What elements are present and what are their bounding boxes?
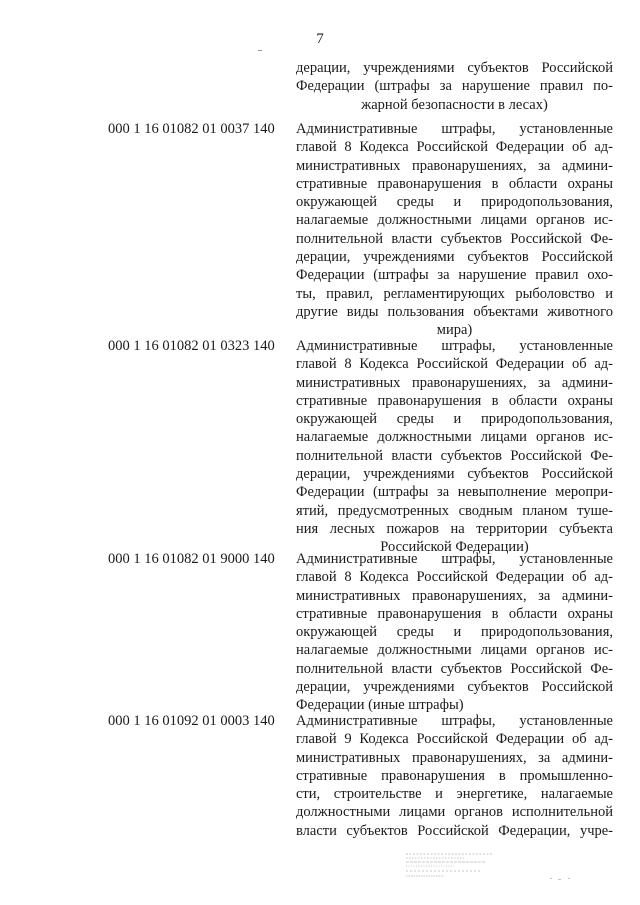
text-line: стративные правонарушения в области охраны	[296, 605, 613, 622]
text-line: мира)	[436, 322, 473, 339]
text-line: окружающей среды и природопользования,	[296, 194, 613, 211]
entry-description	[296, 337, 613, 557]
text-line: Федерации (штрафы за нарушение правил охо-	[296, 267, 613, 284]
entry-description	[296, 120, 613, 340]
text-line: налагаемые должностными лицами органов ис-	[296, 642, 613, 659]
text-line: министративных правонарушениях, за админи-	[296, 587, 613, 604]
text-line: Федерации (штрафы за невыполнение меропри-	[296, 484, 613, 501]
text-line: главой 8 Кодекса Российской Федерации об ад-	[296, 356, 613, 373]
entry-description	[296, 712, 613, 840]
continuation-text	[296, 59, 613, 114]
entry-code: 000 1 16 01082 01 9000 140	[108, 551, 275, 567]
text-line: власти субъектов Российской Федерации, учре-	[296, 822, 613, 839]
text-line: Административные штрафы, установленные	[296, 338, 613, 354]
text-line: министративных правонарушениях, за админи-	[296, 749, 613, 766]
text-line: Федерации (иные штрафы)	[296, 697, 464, 714]
text-line: окружающей среды и природопользования,	[296, 624, 613, 641]
text-line: сти, строительстве и энергетике, налагаемые	[296, 786, 613, 803]
text-line: дерации, учреждениями субъектов Российской	[296, 466, 613, 483]
text-line: полнительной власти субъектов Российской Фе-	[296, 447, 613, 464]
text-line: дерации, учреждениями субъектов Российской	[296, 679, 613, 696]
text-line: главой 8 Кодекса Российской Федерации об ад-	[296, 569, 613, 586]
entry-description	[296, 550, 613, 715]
text-line: должностными лицами органов исполнительной	[296, 804, 613, 821]
text-line: ятий, предусмотренных сводным планом туше-	[296, 502, 613, 519]
entry-code: 000 1 16 01092 01 0003 140	[108, 713, 275, 729]
scan-speckle	[548, 876, 578, 882]
text-line: Административные штрафы, установленные	[296, 551, 613, 567]
text-line: министративных правонарушениях, за админи-	[296, 157, 613, 174]
text-line: стративные правонарушения в области охраны	[296, 175, 613, 192]
text-line: министративных правонарушениях, за админи-	[296, 374, 613, 391]
text-line: дерации, учреждениями субъектов Российской	[296, 249, 613, 266]
page-number: 7	[316, 31, 324, 47]
entry-code: 000 1 16 01082 01 0323 140	[108, 338, 275, 354]
text-line: ния лесных пожаров на территории субъекта	[296, 520, 613, 537]
text-line: жарной безопасности в лесах)	[361, 96, 548, 113]
text-line: Административные штрафы, установленные	[296, 713, 613, 729]
text-line: Административные штрафы, установленные	[296, 121, 613, 137]
text-line: налагаемые должностными лицами органов ис-	[296, 429, 613, 446]
text-line: другие виды пользования объектами животного	[296, 303, 613, 320]
stamp-mark	[404, 850, 496, 880]
text-line: стративные правонарушения в промышленно-	[296, 767, 613, 784]
text-line: полнительной власти субъектов Российской Фе-	[296, 660, 613, 677]
entry-code: 000 1 16 01082 01 0037 140	[108, 121, 275, 137]
text-line: налагаемые должностными лицами органов ис-	[296, 212, 613, 229]
text-line: дерации, учреждениями субъектов Российской	[296, 60, 613, 76]
text-line: главой 9 Кодекса Российской Федерации об ад-	[296, 731, 613, 748]
text-line: Российской Федерации)	[380, 539, 529, 556]
scan-mark	[258, 50, 262, 51]
text-line: Федерации (штрафы за нарушение правил по-	[296, 78, 613, 95]
text-line: ты, правил, регламентирующих рыболовство и	[296, 285, 613, 302]
text-line: окружающей среды и природопользования,	[296, 411, 613, 428]
text-line: полнительной власти субъектов Российской Фе-	[296, 230, 613, 247]
text-line: стративные правонарушения в области охраны	[296, 392, 613, 409]
text-line: главой 8 Кодекса Российской Федерации об ад-	[296, 139, 613, 156]
